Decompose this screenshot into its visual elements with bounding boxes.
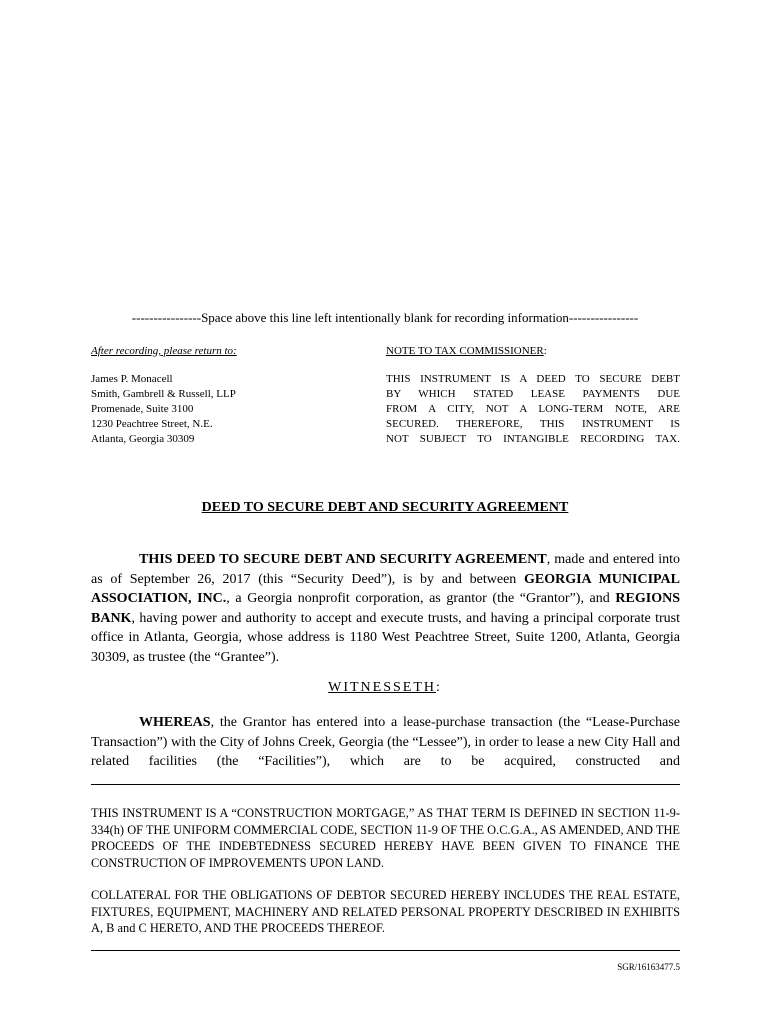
whereas-bold: WHEREAS <box>139 715 211 730</box>
collateral-text: COLLATERAL FOR THE OBLIGATIONS OF DEBTOR SECURED HEREBY INCLUDES THE REAL ESTATE, FIXTURES, EQUIPMENT, MACHINERY AND RELATED PERSONAL PROPERTY DESCRIBED IN EXHIBITS A, B and C HERETO, AND THE PROCEEDS THEREOF. <box>91 888 680 935</box>
return-to-line: 1230 Peachtree Street, N.E. <box>91 418 213 430</box>
grantor-name: GEORGIA MUNICIPAL ASSOCIATION, INC. <box>91 571 680 606</box>
tax-note-heading: NOTE TO TAX COMMISSIONER <box>386 345 544 357</box>
construction-mortgage-text: THIS INSTRUMENT IS A “CONSTRUCTION MORTGAGE,” AS THAT TERM IS DEFINED IN SECTION 11-9-334(h) OF THE UNIFORM COMMERCIAL CODE, SECTION 11-9 OF THE O.C.G.A., AS AMENDED, AND THE PROCEEDS OF THE INDEBTEDNESS SECURED HEREBY HAVE BEEN GIVEN TO FINANCE THE CONSTRUCTION OF IMPROVEMENTS UPON LAND. <box>91 806 680 870</box>
document-id: SGR/16163477.5 <box>617 962 680 972</box>
tax-commissioner-note <box>386 344 680 447</box>
return-to-line: Promenade, Suite 3100 <box>91 403 194 415</box>
intro-paragraph <box>91 550 680 667</box>
whereas-text: , the Grantor has entered into a lease-purchase transaction (the “Lease-Purchase Transaction”) with the City of Johns Creek, Georgia (the “Lessee”), in order to lease a new City Hall and related facilities (the “Facilities”), which are to be acquired, constructed and <box>91 715 680 769</box>
divider-bottom <box>91 950 680 951</box>
intro-text-1: , made and entered into as of September 26, 2017 (this “Security Deed”), is by and between <box>91 552 680 587</box>
intro-text-3: , having power and authority to accept and execute trusts, and having a principal corporate trust office in Atlanta, Georgia, whose address is 1180 West Peachtree Street, Suite 1200, Atlanta, Georgia 30309, as trustee (the “Grantee”). <box>91 610 680 665</box>
tax-note-line: THIS INSTRUMENT IS A DEED TO SECURE DEBT <box>386 373 680 385</box>
tax-note-line: FROM A CITY, NOT A LONG-TERM NOTE, ARE <box>386 403 680 415</box>
tax-note-line: BY WHICH STATED LEASE PAYMENTS DUE <box>386 388 680 400</box>
return-to-heading: After recording, please return to: <box>91 345 237 357</box>
grantee-name: REGIONS BANK <box>91 591 680 626</box>
witnesseth-heading <box>0 680 770 696</box>
divider-top <box>91 784 680 785</box>
return-to-line: Smith, Gambrell & Russell, LLP <box>91 388 236 400</box>
tax-note-line: NOT SUBJECT TO INTANGIBLE RECORDING TAX. <box>386 433 680 445</box>
collateral-notice <box>91 887 680 937</box>
construction-mortgage-notice <box>91 805 680 871</box>
whereas-paragraph <box>91 713 680 772</box>
recording-space-notice: ----------------Space above this line left intentionally blank for recording information---------------- <box>131 310 639 325</box>
return-to-line: James P. Monacell <box>91 373 173 385</box>
witnesseth-colon: : <box>436 680 442 695</box>
tax-note-heading-row <box>386 344 680 359</box>
intro-bold-title: THIS DEED TO SECURE DEBT AND SECURITY AGREEMENT <box>139 552 547 567</box>
return-to-block <box>91 344 361 447</box>
intro-text-2: , a Georgia nonprofit corporation, as grantor (the “Grantor”), and <box>226 591 616 606</box>
tax-note-line: SECURED. THEREFORE, THIS INSTRUMENT IS <box>386 418 680 430</box>
document-title: DEED TO SECURE DEBT AND SECURITY AGREEMENT <box>201 500 569 515</box>
tax-note-colon: : <box>543 345 547 357</box>
return-to-line: Atlanta, Georgia 30309 <box>91 433 195 445</box>
witnesseth-word: WITNESSETH <box>328 680 436 695</box>
